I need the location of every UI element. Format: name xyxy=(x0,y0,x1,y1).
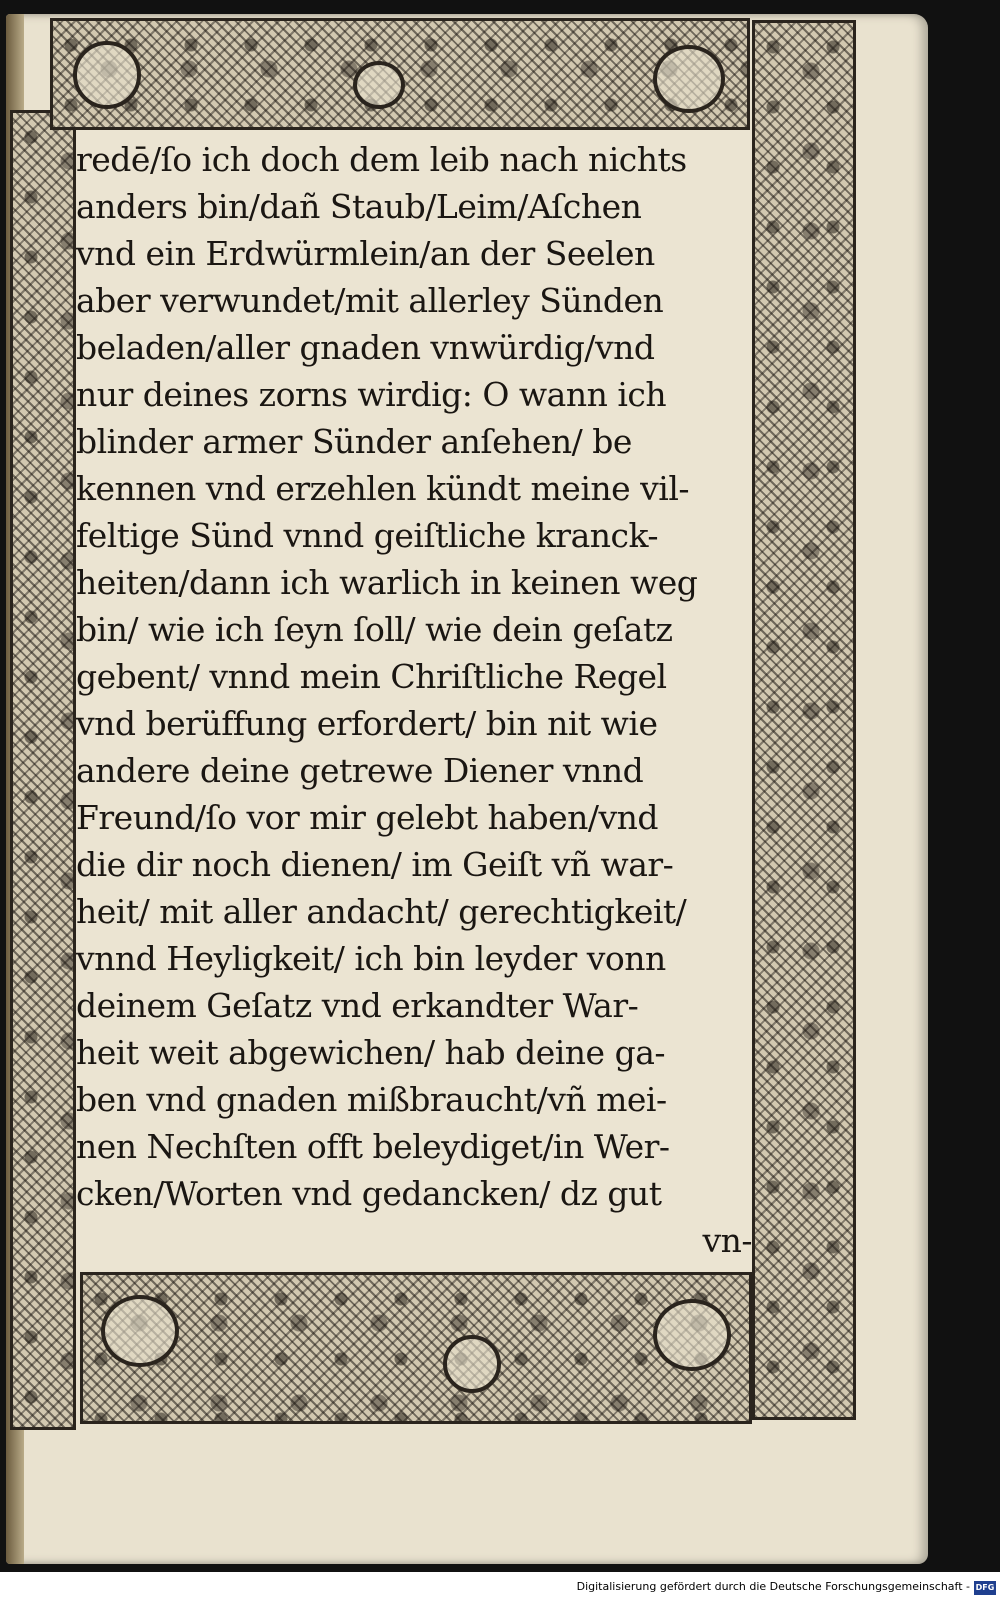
text-line: nen Nechſten offt beleydiget/in Wer- xyxy=(76,1127,670,1166)
text-line: aber verwundet/mit allerley Sünden xyxy=(76,281,664,320)
text-block xyxy=(76,130,752,1270)
text-line: deinem Geſatz vnd erkandter War- xyxy=(76,986,639,1025)
text-line: vnnd Heyligkeit/ ich bin leyder vonn xyxy=(76,939,666,978)
text-line: Freund/ſo vor mir gelebt haben/vnd xyxy=(76,798,658,837)
text-line: heit weit abgewichen/ hab deine ga- xyxy=(76,1033,666,1072)
woodcut-border-top xyxy=(50,18,750,130)
woodcut-border-bottom xyxy=(80,1272,752,1424)
text-line: blinder armer Sünder anſehen/ be xyxy=(76,422,632,461)
text-line: redē/ſo ich doch dem leib nach nichts xyxy=(76,140,687,179)
text-line: vnd ein Erdwürmlein/an der Seelen xyxy=(76,234,655,273)
text-line: beladen/aller gnaden vnwürdig/vnd xyxy=(76,328,655,367)
text-line: nur deines zorns wirdig: O wann ich xyxy=(76,375,667,414)
text-line: die dir noch dienen/ im Geiſt vñ war- xyxy=(76,845,674,884)
scroll-ornament xyxy=(353,61,405,109)
digitization-credit: Digitalisierung gefördert durch die Deutsche Forschungsgemeinschaft - xyxy=(576,1580,970,1593)
text-line: heiten/dann ich warlich in keinen weg xyxy=(76,563,698,602)
scroll-ornament xyxy=(653,1299,731,1371)
scroll-ornament xyxy=(443,1335,501,1393)
text-line: ben vnd gnaden mißbraucht/vñ mei- xyxy=(76,1080,667,1119)
text-line: gebent/ vnnd mein Chriſtliche Regel xyxy=(76,657,667,696)
text-line: heit/ mit aller andacht/ gerechtigkeit/ xyxy=(76,892,687,931)
text-line: feltige Sünd vnnd geiſtliche kranck- xyxy=(76,516,659,555)
text-line: bin/ wie ich ſeyn ſoll/ wie dein geſatz xyxy=(76,610,673,649)
woodcut-border-right xyxy=(752,20,856,1420)
dfg-logo: DFG xyxy=(974,1581,996,1595)
text-line: andere deine getrewe Diener vnnd xyxy=(76,751,644,790)
text-line: kennen vnd erzehlen kündt meine vil- xyxy=(76,469,690,508)
text-line: anders bin/dañ Staub/Leim/Aſchen xyxy=(76,187,642,226)
scroll-ornament xyxy=(653,45,725,113)
text-line: vnd berüffung erfordert/ bin nit wie xyxy=(76,704,658,743)
text-line: cken/Worten vnd gedancken/ dz gut xyxy=(76,1174,662,1213)
scroll-ornament xyxy=(101,1295,179,1367)
scroll-ornament xyxy=(73,41,141,109)
woodcut-border-left xyxy=(10,110,76,1430)
catchword: vn- xyxy=(702,1221,752,1260)
